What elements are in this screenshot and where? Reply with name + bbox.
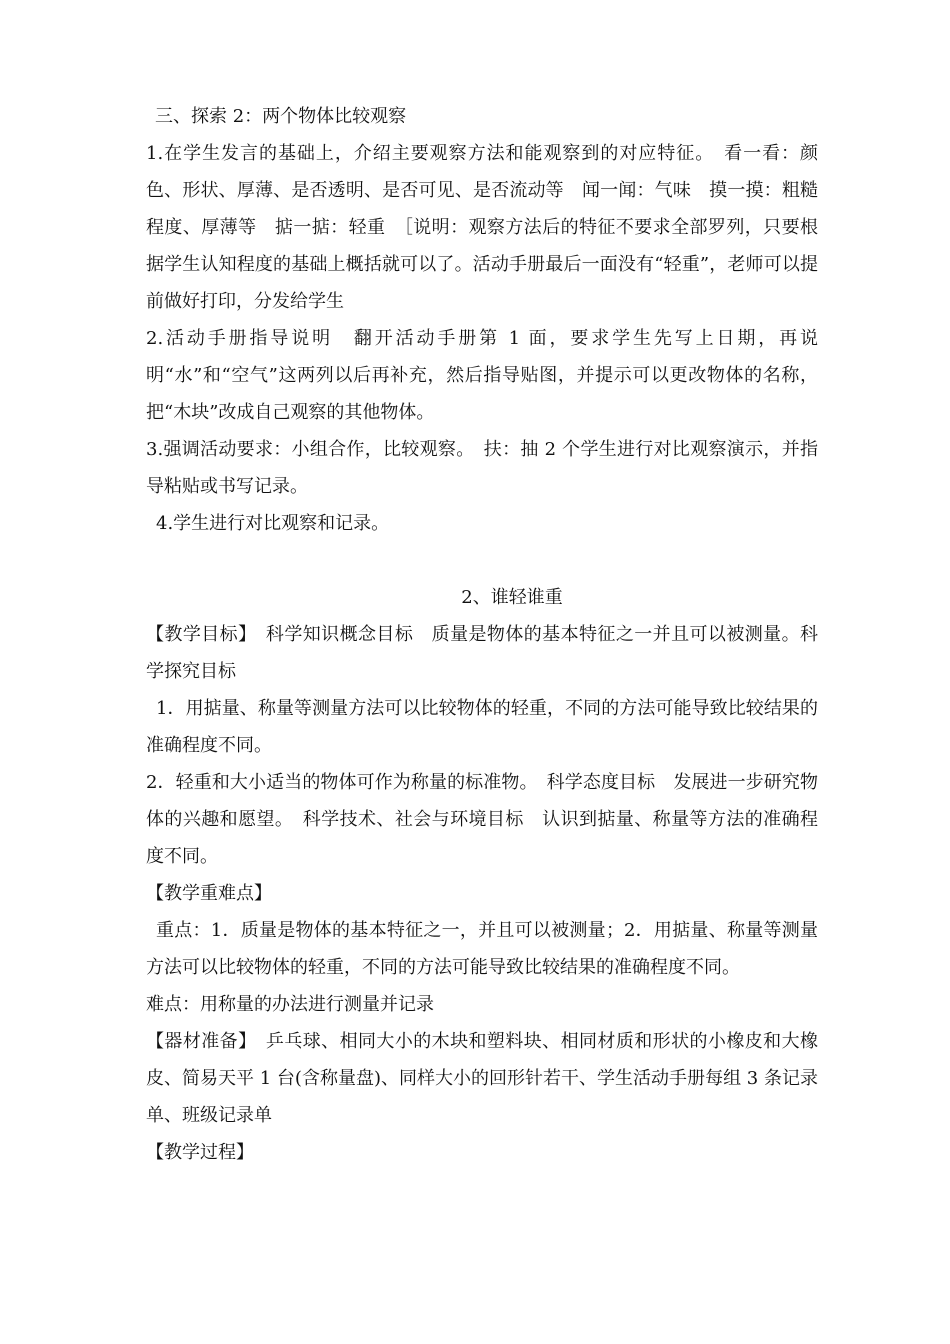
- teaching-goals: 【教学目标】 科学知识概念目标 质量是物体的基本特征之一并且可以被测量。科学探究目标: [146, 624, 818, 682]
- paragraph-item-2: 2.活动手册指导说明 翻开活动手册第 1 面，要求学生先写上日期，再说明“水”和“空气”这两列以后再补充，然后指导贴图，并提示可以更改物体的名称，把“木块”改成自己观察的其他物体。: [146, 328, 818, 423]
- keypoints-text: 重点：1．质量是物体的基本特征之一，并且可以被测量；2．用掂量、称量等测量方法可以比较物体的轻重，不同的方法可能导致比较结果的准确程度不同。: [146, 920, 818, 978]
- lesson-title: 2、谁轻谁重: [461, 587, 563, 608]
- document-body: [146, 98, 818, 1171]
- goal-item-2: 2．轻重和大小适当的物体可作为称量的标准物。 科学态度目标 发展进一步研究物体的兴趣和愿望。 科学技术、社会与环境目标 认识到掂量、称量等方法的准确程度不同。: [146, 772, 818, 867]
- materials-text: 【器材准备】 乒乓球、相同大小的木块和塑料块、相同材质和形状的小橡皮和大橡皮、简易天平 1 台(含称量盘)、同样大小的回形针若干、学生活动手册每组 3 条记录单、班级记录单: [146, 1031, 818, 1126]
- process-heading: 【教学过程】: [146, 1142, 254, 1163]
- goal-item-1: 1．用掂量、称量等测量方法可以比较物体的轻重，不同的方法可能导致比较结果的准确程度不同。: [146, 698, 818, 756]
- difficulty-text: 难点：用称量的办法进行测量并记录: [146, 994, 434, 1015]
- paragraph-item-4: 4.学生进行对比观察和记录。: [156, 513, 390, 534]
- keypoints-heading: 【教学重难点】: [146, 883, 272, 904]
- section-heading: 三、探索 2：两个物体比较观察: [155, 106, 407, 127]
- paragraph-item-1: 1.在学生发言的基础上，介绍主要观察方法和能观察到的对应特征。 看一看：颜色、形状、厚薄、是否透明、是否可见、是否流动等 闻一闻：气味 摸一摸：粗糙程度、厚薄等 掂一掂：轻重 ［说明：观察方法后的特征不要求全部罗列，只要根据学生认知程度的基础上概括就可以了。活动手册最后一面没有“轻重”，老师可以提前做好打印，分发给学生: [146, 143, 818, 312]
- paragraph-item-3: 3.强调活动要求：小组合作，比较观察。 扶：抽 2 个学生进行对比观察演示，并指导粘贴或书写记录。: [146, 439, 818, 497]
